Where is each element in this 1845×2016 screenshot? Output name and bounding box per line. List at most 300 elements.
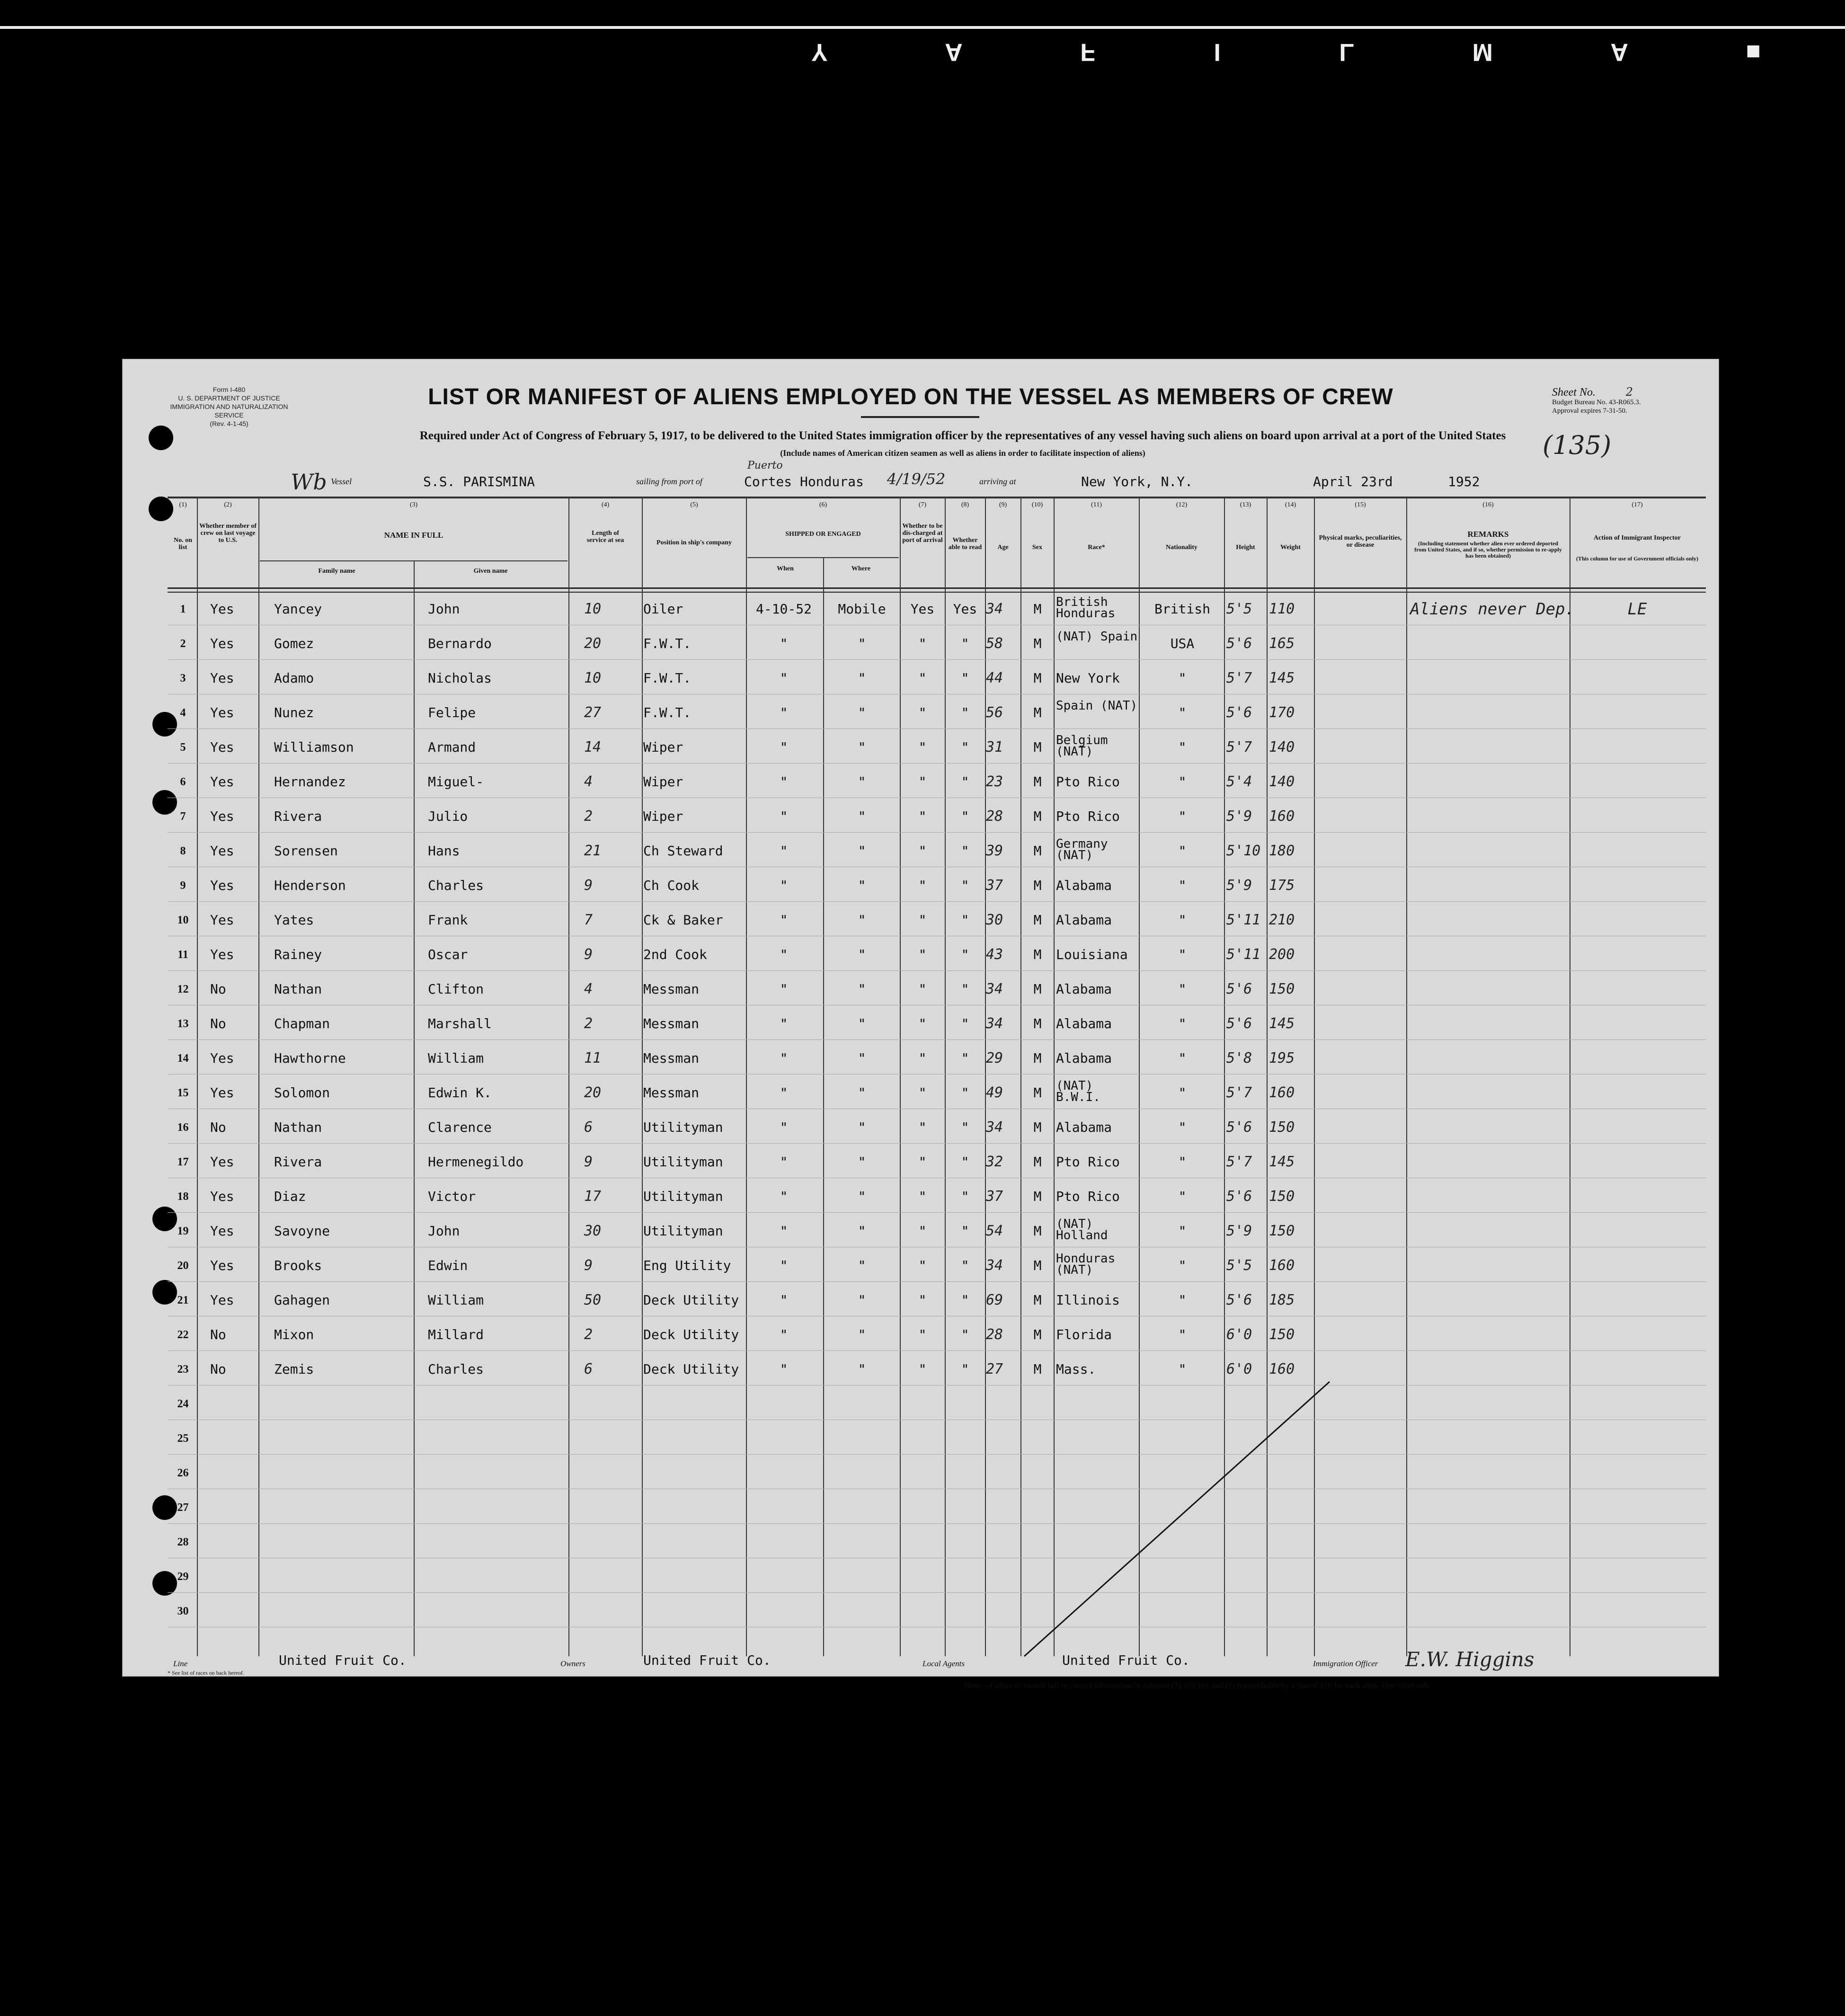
cell-no: 8: [180, 845, 186, 857]
cell-nationality: ": [1178, 670, 1187, 686]
cell-no: 21: [177, 1294, 189, 1306]
header-weight: Weight: [1280, 544, 1301, 551]
cell-age: 56: [986, 704, 1003, 721]
cell-height: 5'6: [1226, 1292, 1252, 1308]
cell-given: Miguel-: [428, 774, 484, 790]
cell-service: 4: [584, 981, 593, 997]
line-value: United Fruit Co.: [279, 1652, 407, 1668]
cell-sex: M: [1033, 1189, 1042, 1204]
header-family-name: Family name: [318, 568, 355, 575]
cell-age: 39: [986, 843, 1003, 859]
cell-no: 1: [180, 603, 186, 615]
cell-when: ": [780, 1258, 788, 1273]
cell-discharge: ": [918, 981, 927, 997]
penalty-note: Note.—Failure to furnish full or correct information in columns (3), (5), (6), and (7) is punishable by a fine of $10 for each alien. (See other side.: [964, 1681, 1432, 1690]
cell-height: 5'8: [1226, 1050, 1252, 1066]
cell-height: 5'6: [1226, 1188, 1252, 1205]
cell-age: 28: [986, 1326, 1003, 1343]
table-row: [168, 904, 1706, 936]
local-agents-label: Local Agents: [922, 1659, 965, 1668]
cell-when: ": [780, 981, 788, 997]
revision: (Rev. 4-1-45): [210, 420, 248, 427]
table-row: [168, 835, 1706, 867]
table-row: [168, 1007, 1706, 1040]
cell-nationality: ": [1178, 808, 1187, 824]
cell-no: 14: [177, 1052, 189, 1065]
cell-read: ": [961, 670, 969, 686]
cell-weight: 150: [1269, 981, 1295, 997]
cell-race: Alabama: [1056, 1050, 1112, 1066]
cell-read: ": [961, 1258, 969, 1273]
cell-where: ": [858, 878, 866, 893]
cell-nationality: ": [1178, 1258, 1187, 1273]
cell-weight: 110: [1269, 601, 1295, 617]
local-agents-value: United Fruit Co.: [1062, 1652, 1190, 1668]
header-given-name: Given name: [473, 568, 508, 575]
cell-no: 17: [177, 1156, 189, 1168]
cell-when: ": [780, 808, 788, 824]
header-prev-voyage: Whether member of crew on last voyage to U.S.: [199, 523, 257, 544]
header-when: When: [777, 565, 794, 572]
owners-label: Owners: [560, 1659, 585, 1668]
table-row: [168, 662, 1706, 694]
cell-race: (NAT) B.W.I.: [1056, 1079, 1100, 1104]
cell-race: Alabama: [1056, 912, 1112, 928]
cell-nationality: ": [1178, 1189, 1187, 1204]
table-row: [168, 1180, 1706, 1213]
line-label: Line: [173, 1659, 188, 1668]
cell-age: 27: [986, 1361, 1003, 1377]
col-number-17: (17): [1632, 501, 1643, 508]
cell-where: ": [858, 1327, 866, 1342]
cell-read: ": [961, 636, 969, 651]
table-row: [168, 1353, 1706, 1385]
cell-service: 7: [584, 912, 593, 928]
cell-sex: M: [1033, 1016, 1042, 1031]
cell-sex: M: [1033, 1258, 1042, 1273]
cell-when: ": [780, 843, 788, 859]
cell-given: Julio: [428, 808, 468, 824]
cell-age: 69: [986, 1292, 1003, 1308]
cell-discharge: ": [918, 878, 927, 893]
cell-prev: Yes: [210, 636, 234, 651]
cell-sex: M: [1033, 808, 1042, 824]
port-note: Puerto: [747, 460, 783, 471]
header-length-service: Length of service at sea: [586, 530, 624, 544]
cell-family: Henderson: [274, 878, 346, 893]
cell-race: Germany (NAT): [1056, 837, 1108, 862]
cell-when: ": [780, 705, 788, 720]
cell-given: Charles: [428, 1361, 484, 1377]
col-number-12: (12): [1176, 501, 1188, 508]
table-row: [168, 973, 1706, 1005]
table-row: [168, 1526, 1706, 1558]
cell-no: 4: [180, 707, 186, 719]
cell-position: Utilityman: [643, 1119, 723, 1135]
cell-discharge: ": [918, 774, 927, 790]
header-name-in-full: NAME IN FULL: [384, 531, 444, 540]
header-remarks-sub: (Including statement whether alien ever ordered deported from United States, and if so, whether permission to re-apply has been obtained): [1414, 540, 1562, 559]
cell-given: Charles: [428, 878, 484, 893]
form-id-block: [168, 385, 291, 428]
arrival-year: 1952: [1448, 474, 1480, 489]
vessel-line: [123, 460, 1719, 495]
cell-no: 28: [177, 1536, 189, 1548]
cell-height: 5'6: [1226, 704, 1252, 721]
include-note: (Include names of American citizen seamen as well as aliens in order to facilitate inspection of aliens): [780, 448, 1145, 458]
cell-prev: Yes: [210, 1154, 234, 1170]
cell-family: Sorensen: [274, 843, 338, 859]
cell-service: 20: [584, 635, 602, 652]
cell-race: Alabama: [1056, 1119, 1112, 1135]
col-number-14: (14): [1285, 501, 1296, 508]
cell-position: Messman: [643, 1085, 700, 1101]
cancel-stroke: [1017, 1377, 1348, 1661]
cell-no: 9: [180, 879, 186, 892]
cell-nationality: ": [1178, 705, 1187, 720]
cell-prev: Yes: [210, 1050, 234, 1066]
cell-given: John: [428, 601, 460, 617]
table-row: [168, 1249, 1706, 1282]
cell-position: Utilityman: [643, 1223, 723, 1239]
cell-family: Diaz: [274, 1189, 306, 1204]
cell-service: 27: [584, 704, 602, 721]
cell-where: ": [858, 705, 866, 720]
cell-service: 4: [584, 773, 593, 790]
cell-read: ": [961, 705, 969, 720]
cell-race: (NAT) Spain: [1056, 630, 1138, 644]
cell-prev: Yes: [210, 1223, 234, 1239]
cell-no: 18: [177, 1190, 189, 1203]
cell-service: 21: [584, 843, 602, 859]
cell-when: ": [780, 636, 788, 651]
cell-age: 29: [986, 1050, 1003, 1066]
cell-discharge: ": [918, 1361, 927, 1377]
cell-no: 13: [177, 1018, 189, 1030]
table-row: [168, 1422, 1706, 1455]
cell-nationality: ": [1178, 1016, 1187, 1031]
table-row: [168, 1146, 1706, 1178]
cell-weight: 160: [1269, 808, 1295, 825]
cell-family: Solomon: [274, 1085, 330, 1101]
cell-when: ": [780, 1016, 788, 1031]
cell-discharge: ": [918, 670, 927, 686]
cell-sex: M: [1033, 1327, 1042, 1342]
cell-given: Hermenegildo: [428, 1154, 524, 1170]
cell-nationality: ": [1178, 774, 1187, 790]
cell-where: ": [858, 843, 866, 859]
col-number-8: (8): [961, 501, 969, 508]
cell-family: Gomez: [274, 636, 314, 651]
vessel-initials: Wb: [291, 469, 327, 495]
cell-discharge: ": [918, 636, 927, 651]
cell-no: 3: [180, 672, 186, 684]
cell-family: Gahagen: [274, 1292, 330, 1308]
cell-race: Honduras (NAT): [1056, 1252, 1116, 1277]
table-row: [168, 1560, 1706, 1593]
immigration-officer-label: Immigration Officer: [1313, 1659, 1378, 1668]
cell-read: ": [961, 878, 969, 893]
cell-sex: M: [1033, 601, 1042, 617]
header-action-sub: (This column for use of Government officials only): [1576, 555, 1699, 562]
cell-position: Deck Utility: [643, 1361, 739, 1377]
cell-weight: 140: [1269, 773, 1295, 790]
header-able-to-read: Whether able to read: [948, 537, 982, 551]
cell-prev: No: [210, 1327, 226, 1342]
cell-nationality: ": [1178, 981, 1187, 997]
cell-read: ": [961, 808, 969, 824]
cell-weight: 210: [1269, 912, 1295, 928]
cell-read: ": [961, 774, 969, 790]
cell-discharge: ": [918, 1292, 927, 1308]
cell-read: ": [961, 1327, 969, 1342]
cell-age: 34: [986, 1015, 1003, 1032]
cell-position: Utilityman: [643, 1154, 723, 1170]
cell-weight: 145: [1269, 670, 1295, 686]
cell-height: 5'6: [1226, 1119, 1252, 1136]
cell-height: 6'0: [1226, 1361, 1252, 1377]
cell-family: Chapman: [274, 1016, 330, 1031]
cell-service: 9: [584, 1257, 593, 1274]
header-bottom-rule: [168, 587, 1706, 593]
film-edge-label: Y A F I L M A ■: [811, 38, 1817, 66]
manifest-sheet: [122, 359, 1719, 1690]
cell-sex: M: [1033, 1292, 1042, 1308]
cell-read: ": [961, 912, 969, 928]
cell-family: Adamo: [274, 670, 314, 686]
cell-race: Alabama: [1056, 878, 1112, 893]
cell-sex: M: [1033, 981, 1042, 997]
cell-when: ": [780, 1292, 788, 1308]
cell-prev: Yes: [210, 843, 234, 859]
cell-nationality: ": [1178, 1119, 1187, 1135]
cell-where: ": [858, 947, 866, 962]
header-where: Where: [851, 565, 871, 572]
cell-sex: M: [1033, 705, 1042, 720]
col-number-15: (15): [1355, 501, 1366, 508]
table-row: [168, 1076, 1706, 1109]
cell-prev: No: [210, 1361, 226, 1377]
cell-read: ": [961, 1223, 969, 1239]
cell-discharge: ": [918, 705, 927, 720]
cell-read: ": [961, 843, 969, 859]
cell-read: ": [961, 1119, 969, 1135]
sailing-label: sailing from port of: [636, 477, 702, 486]
cell-where: ": [858, 1050, 866, 1066]
cell-height: 5'9: [1226, 877, 1252, 894]
cell-height: 5'6: [1226, 981, 1252, 997]
cell-service: 9: [584, 1154, 593, 1170]
cell-given: Clifton: [428, 981, 484, 997]
cell-prev: Yes: [210, 947, 234, 962]
cell-when: ": [780, 1327, 788, 1342]
cell-service: 10: [584, 670, 602, 686]
cell-sex: M: [1033, 878, 1042, 893]
table-row: [168, 800, 1706, 833]
owners-value: United Fruit Co.: [643, 1652, 771, 1668]
cell-where: ": [858, 1085, 866, 1101]
cell-when: ": [780, 1361, 788, 1377]
cell-prev: Yes: [210, 705, 234, 720]
cell-family: Nathan: [274, 1119, 322, 1135]
title-rule: [861, 416, 979, 418]
cell-where: ": [858, 1016, 866, 1031]
cell-discharge: ": [918, 1189, 927, 1204]
cell-read: ": [961, 1050, 969, 1066]
cell-age: 34: [986, 601, 1003, 617]
cell-weight: 200: [1269, 946, 1295, 963]
table-row: [168, 696, 1706, 729]
cell-prev: Yes: [210, 670, 234, 686]
cell-discharge: ": [918, 808, 927, 824]
cell-given: Marshall: [428, 1016, 492, 1031]
cell-read: ": [961, 1085, 969, 1101]
table-row: [168, 731, 1706, 764]
cell-given: Oscar: [428, 947, 468, 962]
cell-read: ": [961, 1154, 969, 1170]
cell-where: ": [858, 1361, 866, 1377]
cell-no: 11: [177, 949, 188, 961]
cell-race: Florida: [1056, 1327, 1112, 1342]
cell-age: 23: [986, 773, 1003, 790]
cell-no: 30: [177, 1605, 189, 1617]
header-no-on-list: No. on list: [174, 537, 192, 551]
footer-line: [168, 1648, 1706, 1675]
table-row: [168, 1456, 1706, 1489]
cell-position: F.W.T.: [643, 670, 692, 686]
cell-no: 7: [180, 810, 186, 823]
cell-where: ": [858, 670, 866, 686]
cell-sex: M: [1033, 1223, 1042, 1239]
cell-sex: M: [1033, 1085, 1042, 1101]
cell-nationality: ": [1178, 1050, 1187, 1066]
cell-position: Eng Utility: [643, 1258, 731, 1273]
cell-height: 5'7: [1226, 670, 1252, 686]
cell-service: 2: [584, 1015, 593, 1032]
header-shipped-engaged: SHIPPED OR ENGAGED: [785, 531, 861, 538]
cell-when: ": [780, 1154, 788, 1170]
cell-age: 34: [986, 1257, 1003, 1274]
table-row: [168, 1215, 1706, 1247]
cell-where: ": [858, 981, 866, 997]
vessel-label: Vessel: [331, 477, 352, 486]
cell-given: Bernardo: [428, 636, 492, 651]
cell-prev: Yes: [210, 601, 234, 617]
cell-family: Brooks: [274, 1258, 322, 1273]
cell-given: Hans: [428, 843, 460, 859]
cell-no: 10: [177, 914, 189, 926]
cell-read: ": [961, 1016, 969, 1031]
cell-height: 5'7: [1226, 739, 1252, 755]
cell-race: British Honduras: [1056, 595, 1116, 621]
cell-when: ": [780, 947, 788, 962]
cell-sex: M: [1033, 1119, 1042, 1135]
header-action-inspector: Action of Immigrant Inspector: [1594, 534, 1681, 542]
cell-age: 37: [986, 1188, 1003, 1205]
cell-race: Spain (NAT): [1056, 699, 1138, 713]
cell-read: ": [961, 1361, 969, 1377]
cell-height: 5'10: [1226, 843, 1261, 859]
cell-position: F.W.T.: [643, 705, 692, 720]
cell-weight: 140: [1269, 739, 1295, 755]
header-physical-marks: Physical marks, peculiarities, or disease: [1319, 534, 1402, 549]
cell-race: (NAT) Holland: [1056, 1217, 1108, 1243]
cell-weight: 160: [1269, 1361, 1295, 1377]
cell-prev: Yes: [210, 1258, 234, 1273]
cell-given: Victor: [428, 1189, 476, 1204]
cell-read: ": [961, 739, 969, 755]
cell-position: Oiler: [643, 601, 683, 617]
header-height: Height: [1236, 544, 1255, 551]
cell-position: Messman: [643, 981, 700, 997]
cell-family: Rainey: [274, 947, 322, 962]
cell-family: Savoyne: [274, 1223, 330, 1239]
cell-service: 17: [584, 1188, 602, 1205]
cell-nationality: ": [1178, 1327, 1187, 1342]
cell-service: 14: [584, 739, 602, 755]
cell-where: ": [858, 1154, 866, 1170]
cell-remarks: Aliens never Dep.: [1410, 600, 1575, 619]
sailing-date: 4/19/52: [887, 470, 946, 488]
cell-no: 20: [177, 1260, 189, 1272]
cell-given: William: [428, 1050, 484, 1066]
cell-service: 9: [584, 946, 593, 963]
col-number-5: (5): [690, 501, 698, 508]
cell-prev: Yes: [210, 1292, 234, 1308]
header-top-rule: [168, 497, 1706, 498]
cell-where: ": [858, 1189, 866, 1204]
cell-nationality: ": [1178, 947, 1187, 962]
cell-service: 6: [584, 1119, 593, 1136]
cell-service: 2: [584, 808, 593, 825]
cell-where: ": [858, 1223, 866, 1239]
cell-position: Utilityman: [643, 1189, 723, 1204]
cell-race: New York: [1056, 670, 1120, 686]
header-sex: Sex: [1032, 544, 1042, 551]
cell-height: 5'6: [1226, 635, 1252, 652]
cell-no: 24: [177, 1398, 189, 1410]
cell-where: ": [858, 1292, 866, 1308]
cell-race: Louisiana: [1056, 947, 1128, 962]
col-number-3: (3): [409, 501, 418, 508]
cell-given: William: [428, 1292, 484, 1308]
col-number-16: (16): [1482, 501, 1494, 508]
col-number-4: (4): [601, 501, 610, 508]
col-number-6: (6): [819, 501, 827, 508]
sheet-number: 2: [1625, 385, 1633, 399]
cell-weight: 160: [1269, 1084, 1295, 1101]
cell-family: Zemis: [274, 1361, 314, 1377]
port-of-sailing: Cortes Honduras: [744, 474, 864, 489]
header-remarks: REMARKS: [1467, 530, 1509, 539]
cell-discharge: ": [918, 1085, 927, 1101]
cell-when: ": [780, 1085, 788, 1101]
cell-discharge: ": [918, 1223, 927, 1239]
cell-sex: M: [1033, 739, 1042, 755]
cell-weight: 150: [1269, 1223, 1295, 1239]
cell-where: ": [858, 1119, 866, 1135]
cell-nationality: ": [1178, 1292, 1187, 1308]
cell-age: 49: [986, 1084, 1003, 1101]
cell-height: 5'11: [1226, 912, 1261, 928]
cell-age: 31: [986, 739, 1003, 755]
cell-no: 23: [177, 1363, 189, 1376]
cell-nationality: British: [1154, 601, 1210, 617]
cell-sex: M: [1033, 670, 1042, 686]
cell-service: 11: [584, 1050, 602, 1066]
races-footnote: * See list of races on back hereof.: [168, 1670, 244, 1676]
cell-position: F.W.T.: [643, 636, 692, 651]
